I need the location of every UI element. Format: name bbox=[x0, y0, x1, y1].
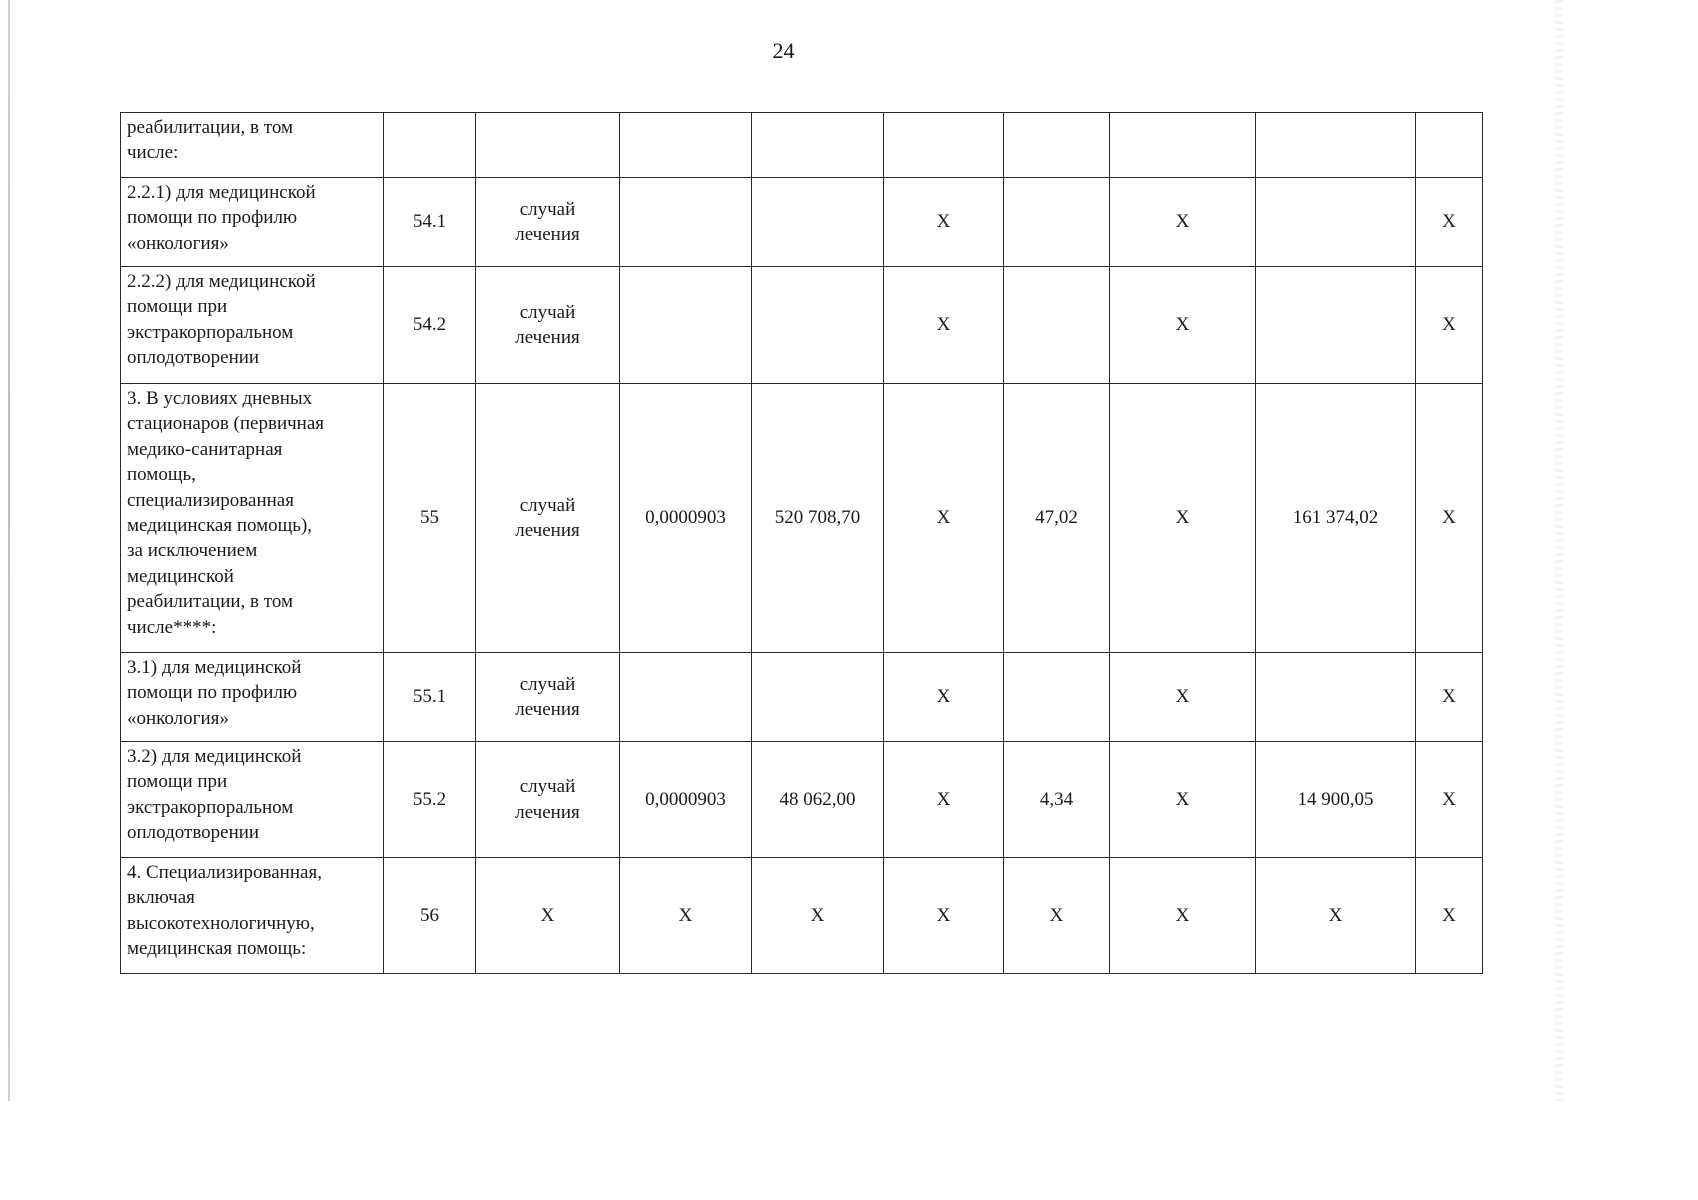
cell-text: X bbox=[1175, 507, 1190, 529]
cell-text: 56 bbox=[420, 904, 439, 926]
table-cell bbox=[1256, 384, 1416, 653]
table-row bbox=[121, 384, 1483, 653]
table-cell bbox=[1110, 113, 1256, 178]
cell-text: X bbox=[678, 904, 693, 926]
cell-text: 47,02 bbox=[1035, 507, 1078, 529]
cell-text: X bbox=[936, 314, 951, 336]
table-cell bbox=[1004, 858, 1110, 974]
table-cell bbox=[384, 653, 476, 742]
row-name-cell bbox=[121, 858, 384, 974]
table-cell bbox=[476, 113, 620, 178]
cell-text: случай лечения bbox=[515, 776, 580, 823]
cell-text: случай лечения bbox=[515, 673, 580, 720]
table-cell bbox=[384, 113, 476, 178]
cell-text: X bbox=[1442, 507, 1456, 529]
table-row bbox=[121, 113, 1483, 178]
table-body bbox=[121, 113, 1483, 974]
table-cell bbox=[476, 267, 620, 384]
table-cell bbox=[1416, 653, 1483, 742]
table-cell bbox=[1004, 267, 1110, 384]
table-cell bbox=[1416, 267, 1483, 384]
table-cell bbox=[1004, 178, 1110, 267]
cell-text: 48 062,00 bbox=[779, 788, 856, 810]
table-cell bbox=[384, 178, 476, 267]
cell-text: 161 374,02 bbox=[1292, 507, 1379, 529]
page-number: 24 bbox=[772, 38, 795, 63]
table-cell bbox=[476, 858, 620, 974]
cell-text: X bbox=[936, 507, 951, 529]
table-cell bbox=[884, 653, 1004, 742]
table-cell bbox=[1256, 653, 1416, 742]
table-row bbox=[121, 653, 1483, 742]
table-cell bbox=[384, 742, 476, 858]
cell-text: случай лечения bbox=[515, 494, 580, 541]
table-cell bbox=[476, 742, 620, 858]
table-cell bbox=[752, 384, 884, 653]
cell-text: 55.2 bbox=[412, 788, 447, 810]
row-name-cell bbox=[121, 653, 384, 742]
table-cell bbox=[384, 858, 476, 974]
table-cell bbox=[1110, 653, 1256, 742]
cell-text: X bbox=[1175, 686, 1190, 708]
table-cell bbox=[884, 113, 1004, 178]
row-name-cell bbox=[121, 178, 384, 267]
cell-text: X bbox=[810, 904, 825, 926]
table-cell bbox=[884, 742, 1004, 858]
cell-text: X bbox=[936, 788, 951, 810]
table-cell bbox=[1004, 384, 1110, 653]
cell-text: X bbox=[1442, 686, 1456, 708]
table-cell bbox=[884, 384, 1004, 653]
table-cell bbox=[1256, 178, 1416, 267]
cell-text: X bbox=[1442, 211, 1456, 233]
table-cell bbox=[384, 384, 476, 653]
cell-text: 55.1 bbox=[412, 686, 447, 708]
table-cell bbox=[384, 267, 476, 384]
table-cell bbox=[620, 653, 752, 742]
scan-edge-left bbox=[8, 0, 10, 1101]
row-name-cell bbox=[121, 742, 384, 858]
table-cell bbox=[1256, 113, 1416, 178]
table-cell bbox=[884, 858, 1004, 974]
cell-text: X bbox=[936, 904, 951, 926]
table-cell bbox=[620, 858, 752, 974]
cell-text: X bbox=[936, 686, 951, 708]
cell-text: 54.1 bbox=[412, 211, 447, 233]
table-cell bbox=[1110, 178, 1256, 267]
cell-text: X bbox=[1442, 314, 1456, 336]
table-cell bbox=[752, 858, 884, 974]
table-cell bbox=[476, 178, 620, 267]
table-row bbox=[121, 858, 1483, 974]
cell-text: 0,0000903 bbox=[645, 507, 726, 529]
cell-text: X bbox=[1175, 904, 1190, 926]
row-name-cell bbox=[121, 113, 384, 178]
cell-text: X bbox=[1328, 904, 1343, 926]
row-name-text: 4. Специализированная, включая высокотехнологичную, медицинская помощь: bbox=[127, 862, 322, 960]
table-cell bbox=[620, 742, 752, 858]
table-cell bbox=[1004, 653, 1110, 742]
table-cell bbox=[1416, 384, 1483, 653]
table-cell bbox=[1004, 742, 1110, 858]
table-cell bbox=[1004, 113, 1110, 178]
table-row bbox=[121, 267, 1483, 384]
table-cell bbox=[1416, 178, 1483, 267]
row-name-text: реабилитации, в том числе: bbox=[127, 117, 293, 164]
scan-edge-right bbox=[1555, 0, 1563, 1101]
table-cell bbox=[884, 267, 1004, 384]
table-cell bbox=[1110, 742, 1256, 858]
cell-text: случай лечения bbox=[515, 198, 580, 245]
row-name-cell bbox=[121, 384, 384, 653]
cell-text: случай лечения bbox=[515, 301, 580, 348]
table-cell bbox=[752, 113, 884, 178]
data-table bbox=[120, 112, 1483, 974]
row-name-text: 2.2.2) для медицинской помощи при экстракорпоральном оплодотворении bbox=[127, 271, 316, 369]
table-cell bbox=[476, 384, 620, 653]
cell-text: 0,0000903 bbox=[645, 788, 726, 810]
cell-text: 14 900,05 bbox=[1297, 788, 1374, 810]
row-name-cell bbox=[121, 267, 384, 384]
cell-text: X bbox=[1442, 788, 1456, 810]
table-cell bbox=[1110, 267, 1256, 384]
table-cell bbox=[1110, 384, 1256, 653]
row-name-text: 3. В условиях дневных стационаров (первичная медико-санитарная помощь, специализированная медицинская помощь), за исключением медицинской реабилитации, в том числе****: bbox=[127, 388, 325, 638]
table-cell bbox=[1110, 858, 1256, 974]
table-row bbox=[121, 178, 1483, 267]
row-name-text: 3.2) для медицинской помощи при экстракорпоральном оплодотворении bbox=[127, 746, 302, 844]
cell-text: 4,34 bbox=[1039, 788, 1074, 810]
table-row bbox=[121, 742, 1483, 858]
table-cell bbox=[620, 113, 752, 178]
table-cell bbox=[620, 384, 752, 653]
cell-text: X bbox=[1175, 788, 1190, 810]
cell-text: 55 bbox=[420, 507, 439, 529]
table-cell bbox=[752, 267, 884, 384]
cell-text: 520 708,70 bbox=[774, 507, 861, 529]
cell-text: 54.2 bbox=[412, 314, 447, 336]
table-cell bbox=[752, 742, 884, 858]
row-name-text: 3.1) для медицинской помощи по профилю «онкология» bbox=[127, 657, 302, 729]
table-cell bbox=[1256, 267, 1416, 384]
table-cell bbox=[884, 178, 1004, 267]
cell-text: X bbox=[1049, 904, 1064, 926]
table-cell bbox=[752, 653, 884, 742]
table-cell bbox=[752, 178, 884, 267]
table-cell bbox=[1416, 858, 1483, 974]
table-cell bbox=[1256, 742, 1416, 858]
cell-text: X bbox=[1175, 314, 1190, 336]
table-cell bbox=[1416, 113, 1483, 178]
table-cell bbox=[1416, 742, 1483, 858]
table-cell bbox=[620, 267, 752, 384]
cell-text: X bbox=[1175, 211, 1190, 233]
cell-text: X bbox=[1442, 904, 1456, 926]
table-cell bbox=[620, 178, 752, 267]
table-cell bbox=[1256, 858, 1416, 974]
table-cell bbox=[476, 653, 620, 742]
cell-text: X bbox=[936, 211, 951, 233]
cell-text: X bbox=[540, 904, 555, 926]
row-name-text: 2.2.1) для медицинской помощи по профилю «онкология» bbox=[127, 182, 316, 254]
